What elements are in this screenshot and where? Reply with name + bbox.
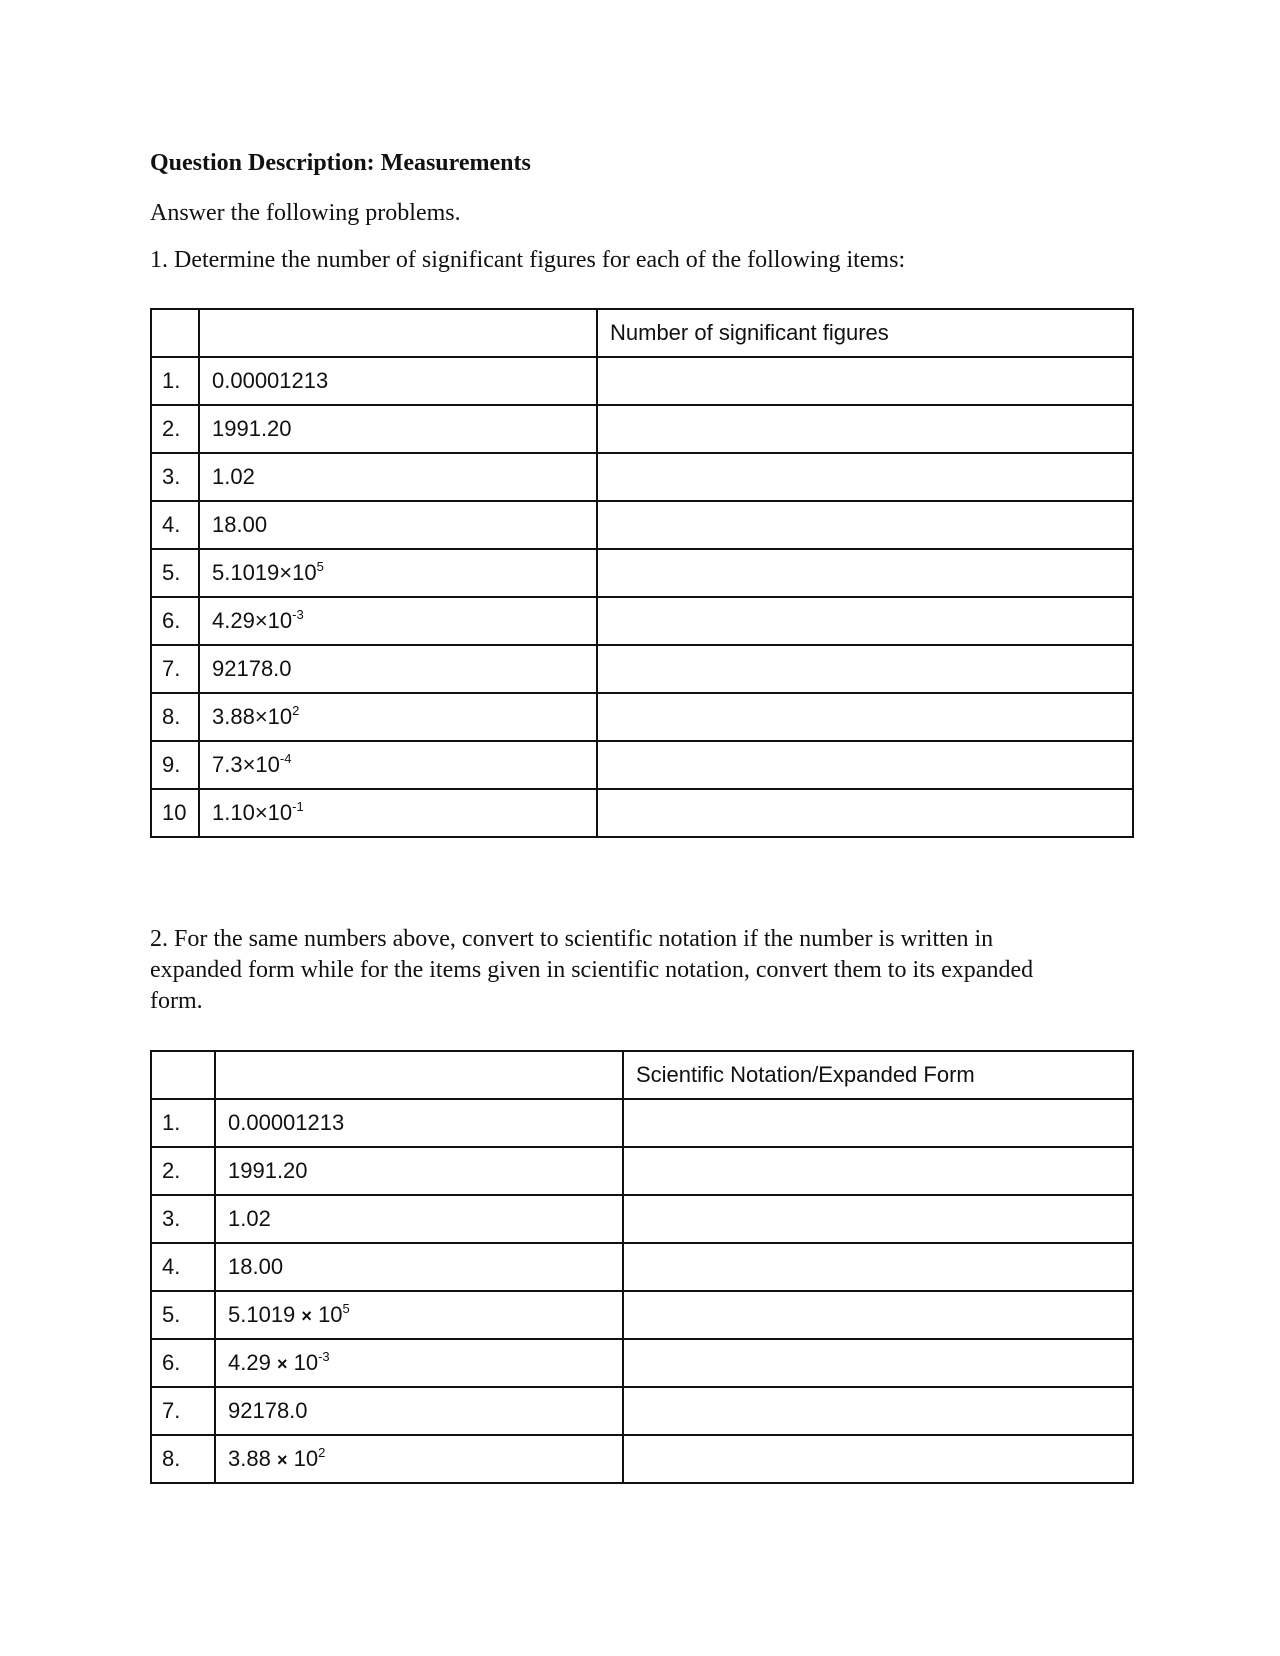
table-row — [151, 789, 1133, 837]
item-number: 3. — [151, 1195, 215, 1243]
header-blank-cell — [215, 1051, 623, 1099]
item-mantissa: 0.00001213 — [228, 1110, 345, 1135]
item-number: 6. — [151, 1339, 215, 1387]
item-number: 4. — [151, 1243, 215, 1291]
item-value — [199, 693, 597, 741]
header-blank-cell — [151, 1051, 215, 1099]
table-row — [151, 1147, 1133, 1195]
item-value-text: 1.10×10 — [212, 800, 293, 825]
answer-cell — [623, 1387, 1133, 1435]
item-base: 10 — [293, 1350, 319, 1375]
item-mantissa: 18.00 — [228, 1254, 284, 1279]
answer-cell — [623, 1243, 1133, 1291]
question-1-prompt: 1. Determine the number of significant figures for each of the following items: — [150, 247, 906, 273]
item-value-text: 4.29×10 — [212, 608, 293, 633]
item-number: 10 — [151, 789, 199, 837]
header-blank-cell — [199, 309, 597, 357]
answer-cell — [623, 1195, 1133, 1243]
item-value-text: 3.88×10 — [212, 704, 293, 729]
column-header: Number of significant figures — [597, 309, 1133, 357]
item-exponent: -3 — [318, 1349, 330, 1364]
item-value — [199, 789, 597, 837]
table-row — [151, 549, 1133, 597]
answer-cell — [597, 789, 1133, 837]
item-value — [199, 357, 597, 405]
table-row — [151, 405, 1133, 453]
item-value-text: 0.00001213 — [212, 368, 329, 393]
item-value — [199, 741, 597, 789]
item-number: 5. — [151, 549, 199, 597]
item-number: 7. — [151, 1387, 215, 1435]
question-2-prompt: 2. For the same numbers above, convert to scientific notation if the number is written in expanded form while for the items given in scientific notation, convert them to its expanded form. — [150, 926, 1034, 1014]
header-blank-cell — [151, 309, 199, 357]
item-value — [199, 453, 597, 501]
item-mantissa: 4.29 — [228, 1350, 271, 1375]
item-value — [215, 1147, 623, 1195]
table-row — [151, 645, 1133, 693]
scientific-notation-table — [150, 1050, 1134, 1484]
answer-cell — [623, 1291, 1133, 1339]
item-base: 10 — [318, 1302, 343, 1327]
answer-cell — [623, 1435, 1133, 1483]
item-number: 2. — [151, 1147, 215, 1195]
answer-cell — [597, 501, 1133, 549]
table-row — [151, 1291, 1133, 1339]
item-number: 8. — [151, 693, 199, 741]
times-sign: × — [276, 1354, 288, 1374]
answer-cell — [623, 1099, 1133, 1147]
item-value — [199, 645, 597, 693]
table-row — [151, 1435, 1133, 1483]
item-value-text: 7.3×10 — [212, 752, 280, 777]
answer-cell — [623, 1339, 1133, 1387]
item-value — [215, 1291, 623, 1339]
table-row — [151, 501, 1133, 549]
item-mantissa: 92178.0 — [228, 1398, 308, 1423]
item-number: 5. — [151, 1291, 215, 1339]
item-mantissa: 1991.20 — [228, 1158, 308, 1183]
times-sign: × — [301, 1306, 312, 1326]
item-number: 6. — [151, 597, 199, 645]
item-exponent: -4 — [279, 751, 292, 766]
times-sign: × — [276, 1450, 288, 1470]
sig-figs-table — [150, 308, 1134, 838]
item-value — [215, 1243, 623, 1291]
table-row — [151, 1339, 1133, 1387]
item-number: 9. — [151, 741, 199, 789]
item-number: 1. — [151, 1099, 215, 1147]
item-value-text: 1991.20 — [212, 416, 292, 441]
item-exponent: 5 — [316, 559, 324, 574]
answer-cell — [597, 549, 1133, 597]
item-value-text: 92178.0 — [212, 656, 292, 681]
table-header-row — [151, 1051, 1133, 1099]
answer-cell — [597, 741, 1133, 789]
table-header-row — [151, 309, 1133, 357]
item-number: 7. — [151, 645, 199, 693]
item-exponent: 2 — [318, 1445, 326, 1460]
item-number: 1. — [151, 357, 199, 405]
item-exponent: -3 — [292, 607, 304, 622]
instructions: Answer the following problems. — [150, 200, 461, 226]
table-row — [151, 693, 1133, 741]
item-value — [199, 405, 597, 453]
item-mantissa: 5.1019 — [228, 1302, 296, 1327]
answer-cell — [597, 693, 1133, 741]
item-value — [199, 501, 597, 549]
answer-cell — [597, 597, 1133, 645]
item-value — [215, 1195, 623, 1243]
item-number: 8. — [151, 1435, 215, 1483]
table-row — [151, 453, 1133, 501]
answer-cell — [597, 453, 1133, 501]
answer-cell — [597, 645, 1133, 693]
answer-cell — [597, 405, 1133, 453]
item-base: 10 — [293, 1446, 319, 1471]
table-row — [151, 1243, 1133, 1291]
item-exponent: 5 — [342, 1301, 350, 1316]
item-value — [215, 1099, 623, 1147]
item-mantissa: 1.02 — [228, 1206, 271, 1231]
item-value — [199, 549, 597, 597]
table-row — [151, 741, 1133, 789]
item-value — [199, 597, 597, 645]
table-row — [151, 1387, 1133, 1435]
item-exponent: -1 — [292, 799, 304, 814]
item-number: 4. — [151, 501, 199, 549]
item-mantissa: 3.88 — [228, 1446, 271, 1471]
item-value-text: 1.02 — [212, 464, 255, 489]
answer-cell — [623, 1147, 1133, 1195]
table-row — [151, 357, 1133, 405]
table-row — [151, 1099, 1133, 1147]
item-exponent: 2 — [292, 703, 300, 718]
item-value-text: 18.00 — [212, 512, 268, 537]
item-number: 2. — [151, 405, 199, 453]
item-value — [215, 1339, 623, 1387]
item-number: 3. — [151, 453, 199, 501]
item-value — [215, 1387, 623, 1435]
item-value-text: 5.1019×10 — [212, 560, 317, 585]
page-title: Question Description: Measurements — [150, 150, 531, 176]
table-row — [151, 1195, 1133, 1243]
column-header: Scientific Notation/Expanded Form — [623, 1051, 1133, 1099]
item-value — [215, 1435, 623, 1483]
answer-cell — [597, 357, 1133, 405]
table-row — [151, 597, 1133, 645]
